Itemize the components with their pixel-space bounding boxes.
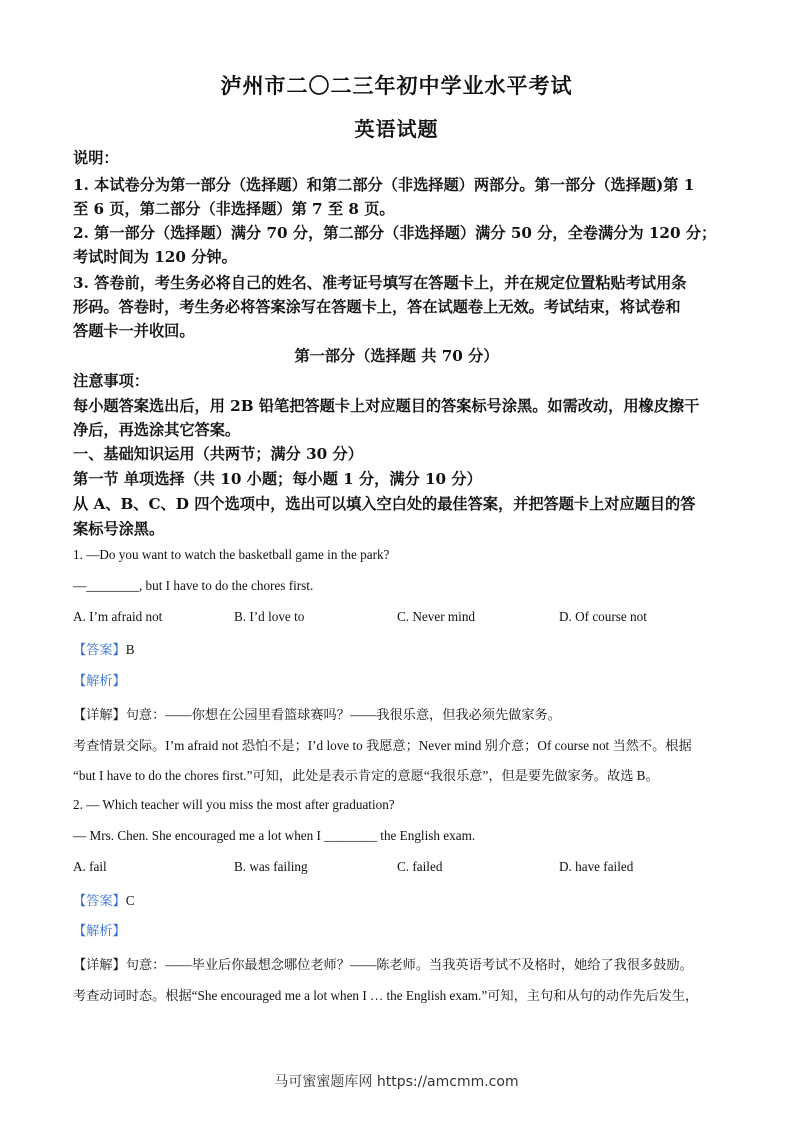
option-d: D. Of course not [559,609,647,624]
detail-label: 【详解】 [73,957,126,972]
answer-value: B [125,642,135,657]
question-reply: —________, but I have to do the chores first. [73,578,314,593]
answer-label: 【答案】 [73,642,126,657]
subsection-heading: 第一节 单项选择（共 10 小题；每小题 1 分，满分 10 分） [73,470,482,488]
analysis-label: 【解析】 [73,923,126,938]
notes-line: 每小题答案选出后，用 2B 铅笔把答题卡上对应题目的答案标号涂黑。如需改动，用橡皮擦干 [73,397,700,415]
instructions-heading: 说明： [73,149,119,167]
analysis-label: 【解析】 [73,673,126,688]
part1-heading: 第一部分（选择题 共 70 分） [294,347,499,365]
option-b: B. I’d love to [234,609,305,624]
detail-line: 考查动词时态。根据“She encouraged me a lot when I … the English exam.”可知，主句和从句的动作先后发生， [73,988,699,1003]
answer-row [73,639,723,658]
detail-line: “but I have to do the chores first.”可知，此处是表示肯定的意愿“我很乐意”，但是要先做家务。故选 B。 [73,768,659,783]
instruction-line: 考试时间为 120 分钟。 [73,248,237,266]
detail-label: 【详解】 [73,707,126,722]
notes-heading: 注意事项： [73,372,149,390]
directions-line: 案标号涂黑。 [73,520,165,538]
detail-row [73,954,723,973]
site-footer[interactable]: 马可蜜蜜题库网 https://amcmm.com [274,1074,519,1090]
instruction-line: 答题卡一并收回。 [73,322,195,340]
detail-line: 考查情景交际。I’m afraid not 恐怕不是；I’d love to 我愿意；Never mind 别介意；Of course not 当然不。根据 [73,738,692,753]
question-stem: 1. —Do you want to watch the basketball game in the park? [73,547,390,562]
instruction-line: 3. 答卷前，考生务必将自己的姓名、准考证号填写在答题卡上，并在规定位置粘贴考试用条 [73,274,687,292]
answer-row [73,890,723,909]
option-b: B. was failing [234,859,308,874]
option-c: C. Never mind [397,609,476,624]
exam-title: 泸州市二〇二三年初中学业水平考试 [220,73,573,98]
question-reply: — Mrs. Chen. She encouraged me a lot when I ________ the English exam. [73,828,476,843]
option-d: D. have failed [559,859,634,874]
question-stem: 2. — Which teacher will you miss the most after graduation? [73,797,395,812]
instruction-line: 2. 第一部分（选择题）满分 70 分，第二部分（非选择题）满分 50 分，全卷满分为 120 分； [73,224,717,242]
option-c: C. failed [397,859,443,874]
answer-value: C [125,893,135,908]
detail-row [73,704,723,723]
detail-text: 句意：——你想在公园里看篮球赛吗？——我很乐意，但我必须先做家务。 [125,707,561,722]
detail-text: 句意：——毕业后你最想念哪位老师？——陈老师。当我英语考试不及格时，她给了我很多鼓励。 [125,957,693,972]
instruction-line: 至 6 页，第二部分（非选择题）第 7 至 8 页。 [73,200,395,218]
instruction-line: 形码。答卷时，考生务必将答案涂写在答题卡上，答在试题卷上无效。考试结束，将试卷和 [73,298,681,316]
option-a: A. I’m afraid not [73,609,163,624]
section-heading: 一、基础知识运用（共两节；满分 30 分） [73,445,363,463]
instruction-line: 1. 本试卷分为第一部分（选择题）和第二部分（非选择题）两部分。第一部分（选择题)第 1 [73,176,695,194]
answer-label: 【答案】 [73,893,126,908]
option-a: A. fail [73,859,107,874]
notes-line: 净后，再选涂其它答案。 [73,421,241,439]
exam-subtitle: 英语试题 [354,117,439,141]
directions-line: 从 A、B、C、D 四个选项中，选出可以填入空白处的最佳答案，并把答题卡上对应题目的答 [73,495,696,513]
